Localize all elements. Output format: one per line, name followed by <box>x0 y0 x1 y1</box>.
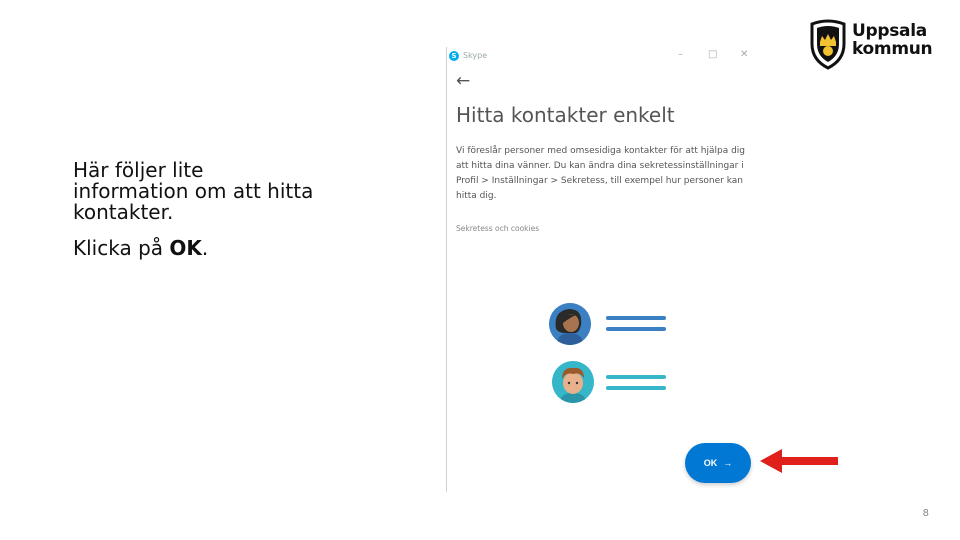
man-avatar-icon <box>552 361 594 403</box>
arrow-right-icon: → <box>723 458 733 468</box>
intro-paragraph <box>73 160 373 223</box>
action-paragraph <box>73 238 373 259</box>
contact-line <box>606 316 666 320</box>
instruction-text <box>73 160 373 259</box>
skype-window <box>446 47 762 492</box>
action-ok-label: OK <box>169 236 202 260</box>
logo-text <box>852 22 932 58</box>
ok-button[interactable] <box>685 443 751 483</box>
back-arrow-icon[interactable]: ← <box>456 71 471 91</box>
page-title: Hitta kontakter enkelt <box>456 103 675 127</box>
logo-line-2: kommun <box>852 39 933 59</box>
intro-line-2: information om att hitta <box>73 179 314 203</box>
action-suffix: . <box>201 236 209 260</box>
intro-line-1: Här följer lite <box>73 158 204 182</box>
window-edge <box>446 47 447 492</box>
logo-line-1: Uppsala <box>852 21 927 41</box>
contact-line <box>606 386 666 390</box>
contact-avatar-woman <box>549 303 591 345</box>
app-title: Skype <box>463 51 488 60</box>
intro-line-3: kontakter. <box>73 200 174 224</box>
action-prefix: Klicka på <box>73 236 170 260</box>
crest-icon <box>808 18 848 70</box>
contact-avatar-man <box>552 361 594 403</box>
close-icon[interactable]: ✕ <box>740 49 749 60</box>
contact-line <box>606 327 666 331</box>
maximize-icon[interactable]: □ <box>708 49 718 60</box>
ok-button-label: OK <box>703 458 718 468</box>
minimize-icon[interactable]: – <box>678 49 683 60</box>
description-text: Vi föreslår personer med omsesidiga kontakter för att hjälpa dig att hitta dina vänner. Du kan ändra dina sekretessinställningar i Profil > Inställningar > Sekretess, till exempel hur personer kan hitta dig. <box>456 146 746 201</box>
uppsala-kommun-logo <box>808 18 938 70</box>
privacy-cookies-link[interactable]: Sekretess och cookies <box>456 224 540 233</box>
pointer-arrow-icon <box>758 448 840 474</box>
skype-logo-icon: S <box>449 51 459 61</box>
contact-line <box>606 375 666 379</box>
page-number: 8 <box>922 508 929 519</box>
woman-avatar-icon <box>549 303 591 345</box>
title-bar <box>446 47 762 65</box>
